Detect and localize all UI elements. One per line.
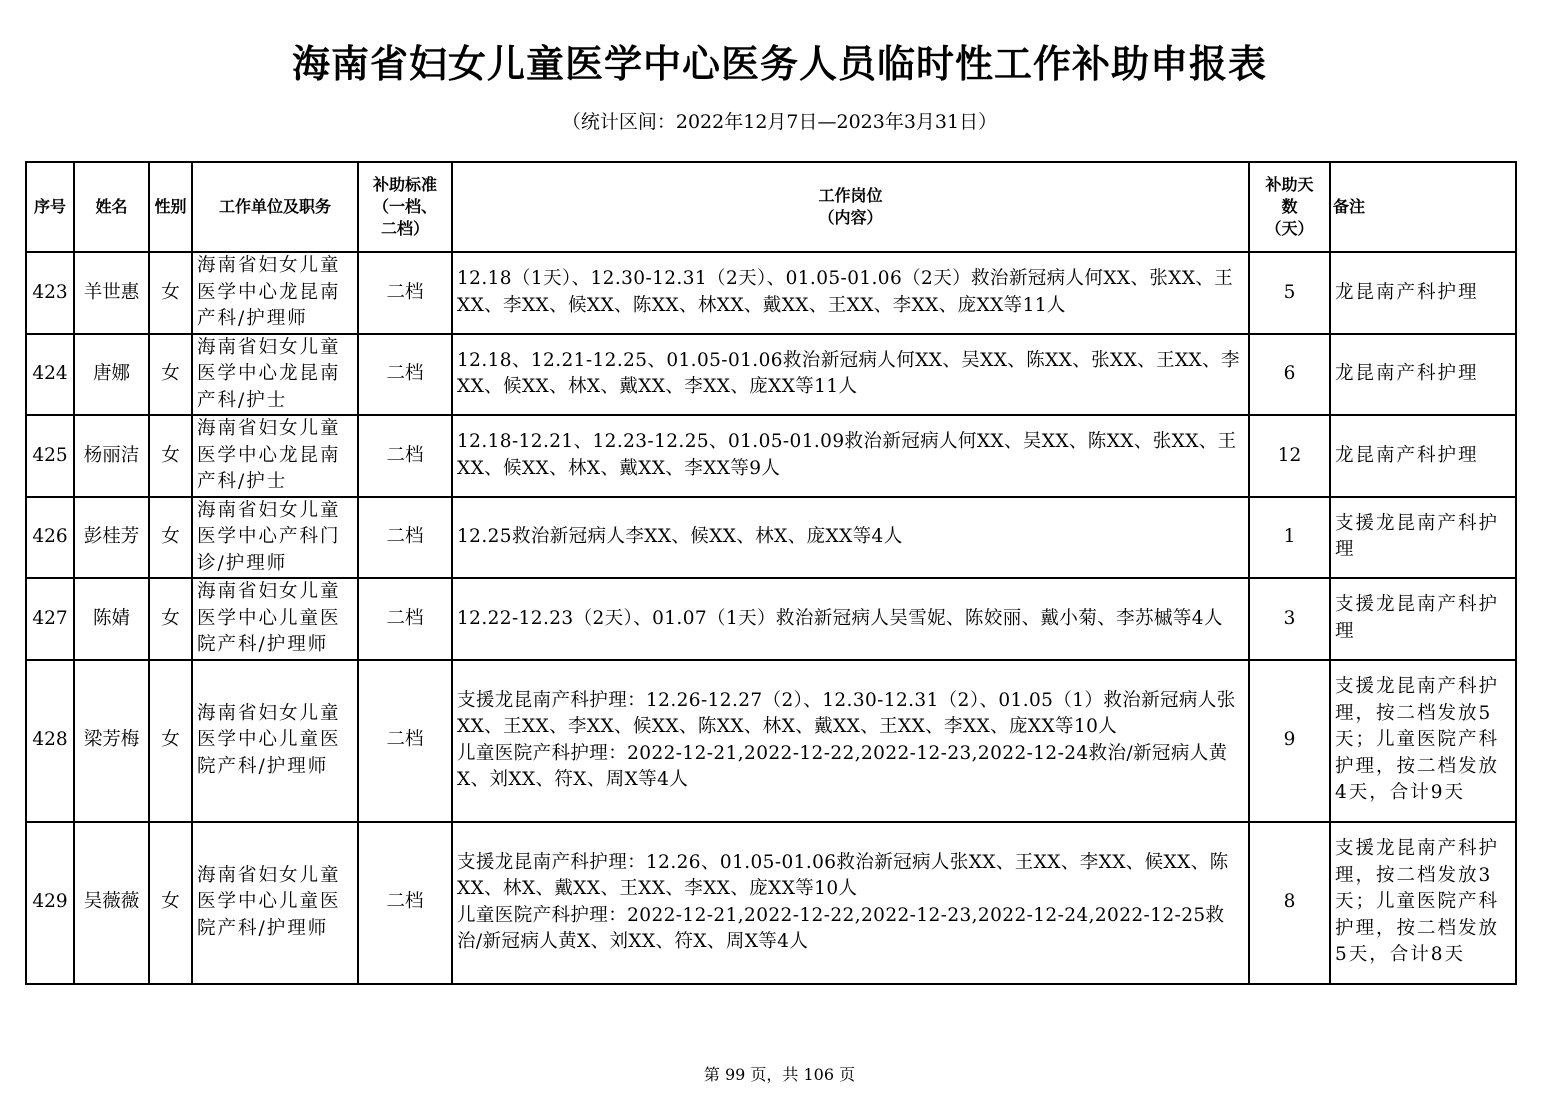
cell-seq: 427: [26, 578, 74, 660]
cell-level: 二档: [358, 252, 452, 334]
header-level: 补助标准 （一档、 二档）: [358, 162, 452, 252]
page-number: 第 99 页，共 106 页: [703, 1065, 856, 1084]
table-row: [26, 822, 1516, 984]
cell-days: 12: [1249, 415, 1330, 497]
document-title: 海南省妇女儿童医学中心医务人员临时性工作补助申报表: [291, 42, 1267, 86]
cell-unit: 海南省妇女儿童医学中心龙昆南产科/护理师: [192, 252, 358, 334]
cell-level: 二档: [358, 415, 452, 497]
table-row: [26, 334, 1516, 416]
cell-unit: 海南省妇女儿童医学中心儿童医院产科/护理师: [192, 578, 358, 660]
header-post: 工作岗位 （内容）: [452, 162, 1249, 252]
cell-level: 二档: [358, 334, 452, 416]
cell-seq: 423: [26, 252, 74, 334]
cell-gender: 女: [149, 660, 192, 822]
cell-name: 梁芳梅: [74, 660, 149, 822]
cell-days: 5: [1249, 252, 1330, 334]
cell-unit: 海南省妇女儿童医学中心龙昆南产科/护士: [192, 334, 358, 416]
cell-seq: 429: [26, 822, 74, 984]
cell-days: 3: [1249, 578, 1330, 660]
cell-seq: 424: [26, 334, 74, 416]
cell-remark: 龙昆南产科护理: [1330, 334, 1516, 416]
post-support-line: 支援龙昆南产科护理：12.26、01.05-01.06救治新冠病人张XX、王XX、李XX、候XX、陈XX、林X、戴XX、王XX、李XX、庞XX等10人: [457, 851, 1229, 899]
table-row: [26, 660, 1516, 822]
post-children-hospital-line: 儿童医院产科护理：2022-12-21,2022-12-22,2022-12-23,2022-12-24,2022-12-25救治/新冠病人黄X、刘XX、符X、周X等4人: [457, 904, 1225, 952]
cell-name: 杨丽洁: [74, 415, 149, 497]
cell-gender: 女: [149, 497, 192, 579]
cell-remark: 支援龙昆南产科护理，按二档发放3天；儿童医院产科护理，按二档发放5天，合计8天: [1330, 822, 1516, 984]
cell-days: 1: [1249, 497, 1330, 579]
post-support-line: 支援龙昆南产科护理：12.26-12.27（2）、12.30-12.31（2）、01.05（1）救治新冠病人张XX、王XX、李XX、候XX、陈XX、林X、戴XX、王XX、李XX、庞XX等10人: [457, 689, 1236, 737]
cell-days: 9: [1249, 660, 1330, 822]
post-children-hospital-line: 儿童医院产科护理：2022-12-21,2022-12-22,2022-12-23,2022-12-24救治/新冠病人黄X、刘XX、符X、周X等4人: [457, 742, 1228, 790]
cell-seq: 428: [26, 660, 74, 822]
cell-post: [452, 660, 1249, 822]
cell-level: 二档: [358, 497, 452, 579]
cell-name: 羊世惠: [74, 252, 149, 334]
header-name: 姓名: [74, 162, 149, 252]
cell-name: 彭桂芳: [74, 497, 149, 579]
table-row: [26, 252, 1516, 334]
cell-unit: 海南省妇女儿童医学中心龙昆南产科/护士: [192, 415, 358, 497]
cell-post: 12.18、12.21-12.25、01.05-01.06救治新冠病人何XX、吴XX、陈XX、张XX、王XX、李XX、候XX、林X、戴XX、李XX、庞XX等11人: [452, 334, 1249, 416]
table-row: [26, 497, 1516, 579]
cell-remark: 龙昆南产科护理: [1330, 252, 1516, 334]
header-gender: 性别: [149, 162, 192, 252]
cell-post: 12.18（1天）、12.30-12.31（2天）、01.05-01.06（2天）救治新冠病人何XX、张XX、王XX、李XX、候XX、陈XX、林XX、戴XX、王XX、李XX、庞XX等11人: [452, 252, 1249, 334]
subsidy-table: [25, 161, 1517, 985]
header-remark: 备注: [1330, 162, 1516, 252]
cell-post: 12.18-12.21、12.23-12.25、01.05-01.09救治新冠病人何XX、吴XX、陈XX、张XX、王XX、候XX、林X、戴XX、李XX等9人: [452, 415, 1249, 497]
cell-remark: 支援龙昆南产科护理: [1330, 497, 1516, 579]
cell-gender: 女: [149, 252, 192, 334]
cell-remark: 支援龙昆南产科护理: [1330, 578, 1516, 660]
cell-name: 吴薇薇: [74, 822, 149, 984]
cell-unit: 海南省妇女儿童医学中心产科门诊/护理师: [192, 497, 358, 579]
table-row: [26, 415, 1516, 497]
cell-seq: 425: [26, 415, 74, 497]
cell-days: 6: [1249, 334, 1330, 416]
cell-days: 8: [1249, 822, 1330, 984]
cell-remark: 支援龙昆南产科护理，按二档发放5天；儿童医院产科护理，按二档发放4天，合计9天: [1330, 660, 1516, 822]
cell-gender: 女: [149, 415, 192, 497]
cell-seq: 426: [26, 497, 74, 579]
header-seq: 序号: [26, 162, 74, 252]
cell-remark: 龙昆南产科护理: [1330, 415, 1516, 497]
table-row: [26, 578, 1516, 660]
cell-name: 陈婧: [74, 578, 149, 660]
cell-level: 二档: [358, 660, 452, 822]
cell-unit: 海南省妇女儿童医学中心儿童医院产科/护理师: [192, 660, 358, 822]
cell-level: 二档: [358, 578, 452, 660]
cell-unit: 海南省妇女儿童医学中心儿童医院产科/护理师: [192, 822, 358, 984]
statistics-period: （统计区间：2022年12月7日—2023年3月31日）: [561, 111, 998, 133]
cell-gender: 女: [149, 334, 192, 416]
cell-post: 12.22-12.23（2天）、01.07（1天）救治新冠病人吴雪妮、陈姣丽、戴小菊、李苏槭等4人: [452, 578, 1249, 660]
cell-level: 二档: [358, 822, 452, 984]
cell-gender: 女: [149, 578, 192, 660]
cell-gender: 女: [149, 822, 192, 984]
cell-name: 唐娜: [74, 334, 149, 416]
table-header-row: [26, 162, 1516, 252]
cell-post: [452, 822, 1249, 984]
cell-post: 12.25救治新冠病人李XX、候XX、林X、庞XX等4人: [452, 497, 1249, 579]
header-unit: 工作单位及职务: [192, 162, 358, 252]
header-days: 补助天 数 （天）: [1249, 162, 1330, 252]
